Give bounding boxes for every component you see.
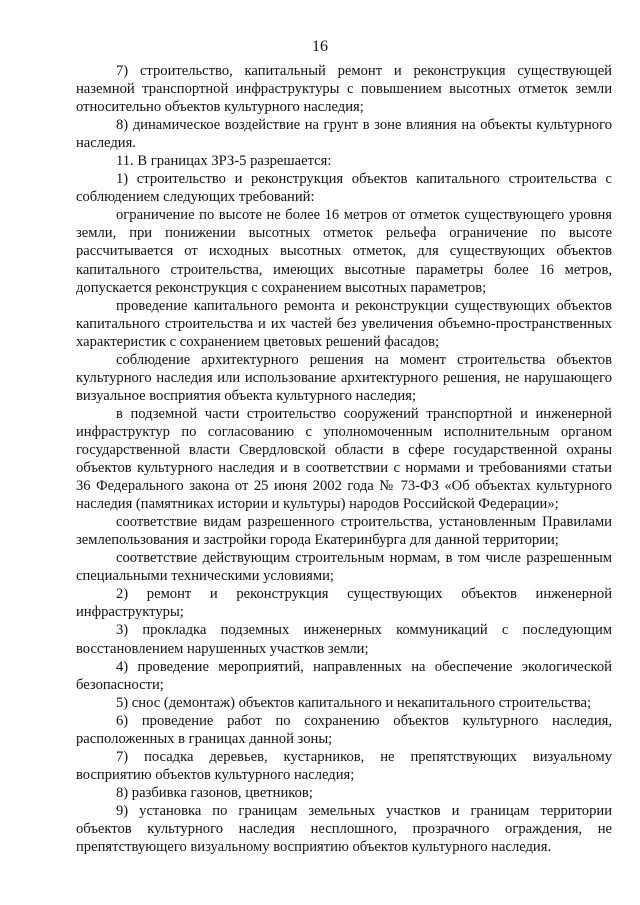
paragraph-item-8-lawns: 8) разбивка газонов, цветников; [116, 784, 313, 801]
paragraph-repair: проведение капитального ремонта и реконструкции существующих объектов капитального строительства и их частей без увеличения объемно-пространственных характеристик с сохранением цветовых решений фасадов; [76, 297, 612, 350]
paragraph-item-3: 3) прокладка подземных инженерных коммуникаций с последующим восстановлением нарушенных участков земли; [76, 622, 612, 657]
paragraph-item-7-planting: 7) посадка деревьев, кустарников, не препятствующих визуальному восприятию объектов культурного наследия; [76, 748, 612, 783]
paragraph-item-5: 5) снос (демонтаж) объектов капитального и некапитального строительства; [116, 694, 592, 711]
paragraph-architecture: соблюдение архитектурного решения на момент строительства объектов культурного наследия или использование архитектурного решения, не нарушающего визуальное восприятия объекта культурного наследия; [76, 351, 612, 404]
paragraph-item-1-construction: 1) строительство и реконструкция объектов капитального строительства с соблюдением следующих требований: [76, 171, 612, 206]
document-body [76, 62, 612, 856]
paragraph-item-6: 6) проведение работ по сохранению объектов культурного наследия, расположенных в границах данной зоны; [76, 712, 612, 747]
paragraph-item-7-construction: 7) строительство, капитальный ремонт и реконструкция существующей наземной транспортной инфраструктуры с повышением высотных отметок земли относительно объектов культурного наследия; [76, 63, 612, 116]
paragraph-building-norms: соответствие действующим строительным нормам, в том числе разрешенным специальными техническими условиями; [76, 550, 612, 585]
page-number: 16 [312, 38, 328, 55]
section-heading-11: 11. В границах ЗРЗ-5 разрешается: [116, 153, 332, 170]
paragraph-item-4: 4) проведение мероприятий, направленных на обеспечение экологической безопасности; [76, 658, 612, 693]
paragraph-item-2: 2) ремонт и реконструкция существующих объектов инженерной инфраструктуры; [76, 586, 612, 621]
paragraph-item-9-fencing: 9) установка по границам земельных участков и границам территории объектов культурного наследия несплошного, прозрачного ограждения, не препятствующего визуальному восприятию объектов культурного наследия. [76, 802, 612, 856]
paragraph-height-limit: ограничение по высоте не более 16 метров от отметок существующего уровня земли, при понижении высотных отметок рельефа ограничение по высоте рассчитывается от исходных высотных отметок, для существующих объектов капитального строительства, имеющих высотные параметры более 16 метров, допускается реконструкция с сохранением высотных параметров; [76, 207, 612, 296]
paragraph-permitted-use: соответствие видам разрешенного строительства, установленным Правилами землепользования и застройки города Екатеринбурга для данной территории; [76, 514, 612, 549]
paragraph-item-8-dynamic-impact: 8) динамическое воздействие на грунт в зоне влияния на объекты культурного наследия. [76, 117, 612, 152]
paragraph-underground: в подземной части строительство сооружений транспортной и инженерной инфраструктур по согласованию с уполномоченным исполнительным органом государственной власти Свердловской области в сфере государственной охраны объектов культурного наследия и в соответствии с нормами и требованиями статьи 36 Федерального закона от 25 июня 2002 года № 73-ФЗ «Об объектах культурного наследия (памятниках истории и культуры) народов Российской Федерации»; [76, 405, 612, 513]
